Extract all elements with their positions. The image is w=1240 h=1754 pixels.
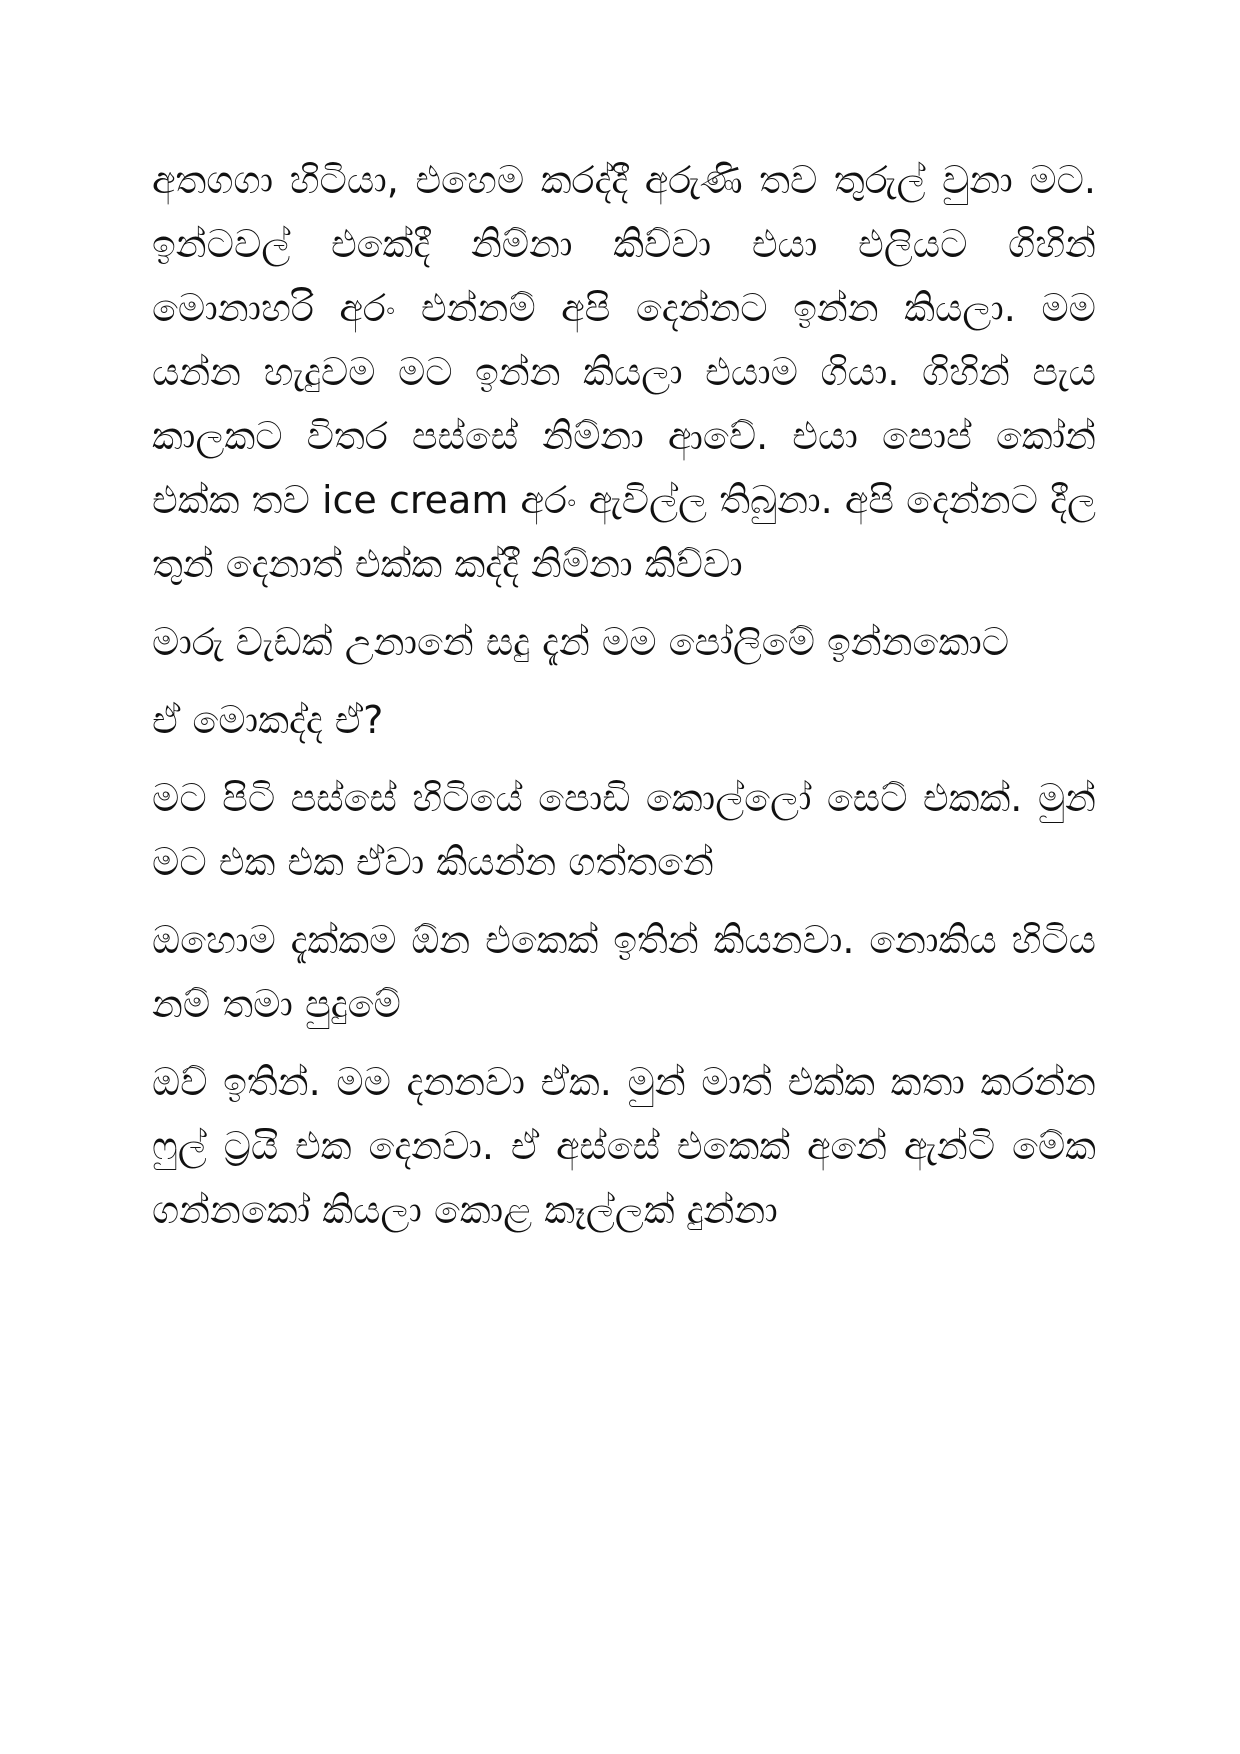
paragraph: අතගගා හිටියා, එහෙම කරද්දී අරුණි තව තුරුල් වුනා මට. ඉන්ටවල් එකේදී නිම්නා කිව්වා එයා එලියට ගිහින් මොනාහරි අරං එන්නම් අපි දෙන්නට ඉන්න කියලා. මම යන්න හැදුවම මට ඉන්න කියලා එයාම ගියා. ගිහින් පැය කාලකට විතර පස්සේ නිම්නා ආවේ. එයා පොප් කෝන් එක්ක තව ice cream අරං ඇවිල්ල තිබුනා. අපි දෙන්නට දීල තුන් දෙනාත් එක්ක කද්දී නිම්නා කිව්වා <box>152 158 1096 586</box>
paragraph: ඔහොම දැක්කම ඕන එකෙක් ඉතින් කියනවා. නොකිය හිටිය නම් තමා පුදුමේ <box>152 918 1096 1026</box>
paragraph: ඔව් ඉතින්. මම දනනවා ඒක. මුන් මාත් එක්ක කතා කරන්න ෆුල් ට්‍රයි එක දෙනවා. ඒ අස්සේ එකෙක් අනේ ඇන්ටි මේක ගන්නකෝ කියලා කොළ කෑල්ලක් දුන්නා <box>152 1060 1096 1232</box>
paragraph: ඒ මොකද්ද ඒ? <box>152 698 384 742</box>
page-body-text <box>152 148 1096 1256</box>
paragraph: මාරු වැඩක් උනානේ සදු දැන් මම පෝලිමේ ඉන්නකොට <box>152 620 1010 664</box>
paragraph: මට පිටි පස්සේ හිටියේ පොඩි කොල්ලෝ සෙට් එකක්. මුන් මට එක එක ඒවා කියන්න ගත්තනේ <box>152 776 1096 884</box>
